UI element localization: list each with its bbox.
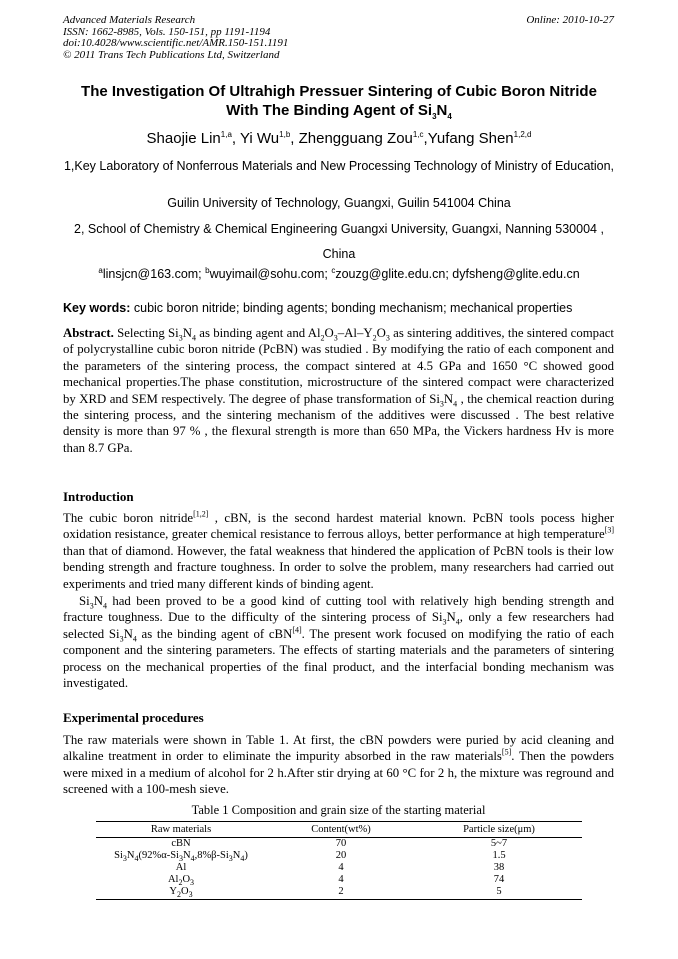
journal-header [63,15,288,61]
material-cell: Al [175,862,187,873]
subscript: 4 [190,854,195,864]
email-a: linsjcn@163.com; [102,267,206,281]
subscript: 3 [439,399,444,409]
formula-text: N [182,850,191,861]
formula-text: Si [114,850,123,861]
material-cell: cBN [171,838,191,849]
author-4: ,Yufang Shen [423,130,514,147]
formula-text: N [182,326,192,340]
formula-text: ,8%β-Si [194,850,229,861]
subscript: 3 [188,890,193,900]
composition-table [96,821,582,900]
paragraph-text: The raw materials were shown in Table 1. At first, the cBN powders were puried by acid cleaning and alkaline treatment in order to eliminate the impurity absorbed in the raw materials [63,733,614,764]
paragraph-text: . The present work focused on modifying the ratio of each component and the sintering parameters. The effects of starting materials and the parameters of sintering process on the mechanical properties of the final product, and the interfacial bonding mechanism was investigated. [63,626,614,691]
abstract-text: as binding agent and Al [195,326,321,340]
table-row [96,838,582,851]
content-cell: 20 [335,850,347,861]
citation-ref: [3] [604,526,614,536]
formula-text: O [376,326,386,340]
title-line-2 [30,101,648,120]
author-2: , Yi Wu [231,130,280,147]
email-c: zouzg@glite.edu.cn; dyfsheng@glite.edu.cn [335,267,580,281]
author-3: , Zhengguang Zou [290,130,413,147]
citation-ref: [4] [292,625,302,635]
formula-text: O [182,874,191,885]
content-cell: 4 [338,862,344,873]
subscript: 4 [453,399,458,409]
affiliation-1-university: Guilin University of Technology, Guangxi, Guilin 541004 China [167,196,511,210]
abstract-label: Abstract. [63,326,114,340]
abstract [63,325,614,456]
table-row [96,886,582,900]
experimental-paragraph-1 [63,732,614,798]
subscript: 3 [333,333,338,343]
email-b: wuyimail@sohu.com; [209,267,332,281]
paragraph-text: Si [79,594,90,608]
subscript: 3 [385,333,390,343]
formula-text: N [93,594,103,608]
introduction-paragraph-2 [63,593,614,691]
size-cell: 5~7 [490,838,508,849]
subscript: 4 [455,617,460,627]
table-header-row [96,822,582,838]
title-line-2-text: With The Binding Agent of Si [226,102,433,119]
formula-text: Y [169,886,177,897]
content-cell: 4 [338,874,344,885]
subscript: 3 [119,634,124,644]
abstract-text: , the chemical reaction during the sintering process, and the sintering mechanism of the additives were discussed . The best relative density is more than 97 % , the flexural strength is more than 650 MPa, the Vickers hardness Hv is more than 8.7 GPa. [63,391,614,455]
subscript: 4 [191,333,196,343]
column-header: Raw materials [96,822,266,838]
email-b-sup: b [205,265,210,275]
email-c-sup: c [331,265,336,275]
author-4-sup: 1,2,d [513,130,532,139]
online-date: Online: 2010-10-27 [526,14,614,26]
issn-line: ISSN: 1662-8985, Vols. 150-151, pp 1191-1194 [63,25,271,38]
paragraph-text: , only a few researchers had selected Si [63,610,614,641]
keywords-label: Key words: [63,301,131,315]
abstract-text: as sintering additives, the sintered compact of polycrystalline cubic boron nitride (PcBN) was studied . By modifying the ratio of each component and the parameters of the sintering process, the compact sintered at 4.5 GPa and 1650 °C showed good mechanical properties.The phase constitution, microstructure of the sintered compact were characterized by XRD and SEM respectively. The degree of phase transformation of Si [63,326,614,406]
affiliation-2: 2, School of Chemistry & Chemical Engineering Guangxi University, Guangxi, Nanning 530004 , [74,222,604,236]
subscript: 4 [132,634,137,644]
author-3-sup: 1,c [412,130,424,139]
paragraph-text: , cBN, is the second hardest material known. PcBN tools pocess higher oxidation resistance, greater chemical resistance to ferrous alloys, better performance at high temperature [63,511,614,542]
column-header: Content(wt%) [266,822,416,838]
subscript: 3 [178,333,183,343]
doi-line: doi:10.4028/www.scientific.net/AMR.150-151.1191 [63,37,289,49]
subscript: 3 [178,854,183,864]
email-a-sup: a [98,265,103,275]
title-sub-4: 4 [447,112,452,121]
formula-text: N [123,626,133,641]
material-cell [96,874,266,886]
table-row [96,862,582,874]
keywords [63,300,623,316]
journal-name: Advanced Materials Research [63,14,196,26]
paragraph-text: had been proved to be a good kind of cutting tool with relatively high bending strength and fracture toughness. Due to the difficulty of the sintering process of Si [63,594,614,625]
paper-title [30,82,648,120]
title-n: N [436,102,448,119]
column-header: Particle size(μm) [416,822,582,838]
subscript: 3 [442,617,447,627]
citation-ref: [5] [501,748,512,758]
paragraph-text: as the binding agent of cBN [136,626,293,641]
abstract-text: Selecting Si [113,326,179,340]
subscript: 4 [102,601,107,611]
paragraph-text: . Then the powders were mixed in a medium of alcohol for 2 h.After stir drying at 60 °C for 2 h, the mixture was reground and screened with a 100-mesh sieve. [63,749,615,797]
copyright-line: © 2011 Trans Tech Publications Ltd, Switzerland [63,48,280,61]
material-cell [96,886,266,900]
affiliation-2-country: China [322,247,356,261]
formula-text: N [446,610,456,625]
author-1: Shaojie Lin [146,130,221,147]
introduction-paragraph-1 [63,510,614,592]
title-sub-3: 3 [432,112,437,121]
formula-text: (92%α-Si [138,850,179,861]
introduction-heading: Introduction [63,489,134,504]
author-1-sup: 1,a [220,130,232,139]
title-line-1: The Investigation Of Ultrahigh Pressuer Sintering of Cubic Boron Nitride [81,83,597,100]
subscript: 2 [178,878,183,888]
subscript: 2 [177,890,181,900]
paragraph-text: than that of diamond. However, the fatal weakness that hindered the application of PcBN tools is their low bending strength and fracture toughness. In order to solve the problem, many researchers had carried out experiments and tried many different kinds of binding agent. [63,543,614,591]
author-2-sup: 1,b [279,130,291,139]
size-cell: 38 [493,862,505,873]
subscript: 4 [240,854,245,864]
table-row [96,850,582,862]
formula-text: Al [167,874,179,885]
formula-text: N [232,850,241,861]
affiliation-1: 1,Key Laboratory of Nonferrous Materials and New Processing Technology of Ministry of Education, [63,159,615,173]
experimental-heading: Experimental procedures [63,710,204,725]
formula-text: N [126,850,135,861]
material-cell [96,850,266,862]
citation-ref: [1,2] [193,509,209,519]
abstract-text: –Al–Y [337,326,373,340]
size-cell: 5 [416,886,582,900]
subscript: 3 [190,878,195,888]
formula-text: ) [244,850,248,861]
size-cell: 1.5 [492,850,506,861]
author-list [30,130,648,148]
size-cell: 74 [493,874,505,885]
table-caption: Table 1 Composition and grain size of the starting material [191,803,486,817]
subscript: 2 [320,333,325,343]
subscript: 3 [228,854,233,864]
subscript: 2 [372,333,377,343]
formula-text: O [181,886,189,897]
formula-text: O [324,326,334,340]
subscript: 3 [89,601,94,611]
content-cell: 70 [335,838,347,849]
content-cell: 2 [266,886,416,900]
subscript: 3 [122,854,127,864]
keywords-text: cubic boron nitride; binding agents; bonding mechanism; mechanical properties [130,301,573,315]
author-emails [30,266,648,282]
paragraph-text: The cubic boron nitride [63,511,194,525]
table-row [96,874,582,886]
formula-text: N [443,391,454,406]
subscript: 4 [134,854,139,864]
